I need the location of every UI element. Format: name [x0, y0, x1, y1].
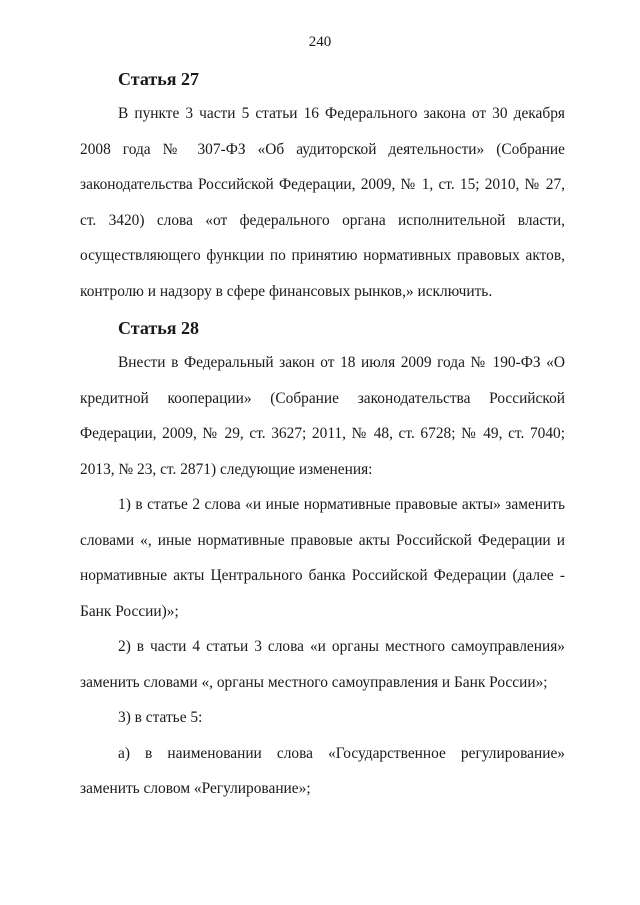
article-28-heading: Статья 28 — [118, 318, 199, 338]
article-28-item-1: 1) в статье 2 слова «и иные нормативные правовые акты» заменить словами «, иные нормативные правовые акты Российской Федерации и нормативные акты Центрального банка Российской Федерации (далее - Банк России)»; — [80, 496, 565, 620]
page-number: 240 — [308, 34, 332, 50]
article-28-item-3a: а) в наименовании слова «Государственное регулирование» заменить словом «Регулирование»; — [80, 744, 565, 797]
article-27-heading: Статья 27 — [118, 69, 199, 89]
article-28-item-3: 3) в статье 5: — [118, 709, 203, 726]
article-27-text: В пункте 3 части 5 статьи 16 Федерального закона от 30 декабря 2008 года № 307-ФЗ «Об аудиторской деятельности» (Собрание законодательства Российской Федерации, 2009, № 1, ст. 15; 2010, № 27, ст. 3420) слова «от федерального органа исполнительной власти, осуществляющего функции по принятию нормативных правовых актов, контролю и надзору в сфере финансовых рынков,» исключить. — [80, 105, 565, 300]
document-body — [80, 62, 565, 807]
article-28-item-2: 2) в части 4 статьи 3 слова «и органы местного самоуправления» заменить словами «, органы местного самоуправления и Банк России»; — [80, 638, 565, 691]
article-28-intro: Внести в Федеральный закон от 18 июля 2009 года № 190-ФЗ «О кредитной кооперации» (Собрание законодательства Российской Федерации, 2009, № 29, ст. 3627; 2011, № 48, ст. 6728; № 49, ст. 7040; 2013, № 23, ст. 2871) следующие изменения: — [80, 354, 565, 478]
